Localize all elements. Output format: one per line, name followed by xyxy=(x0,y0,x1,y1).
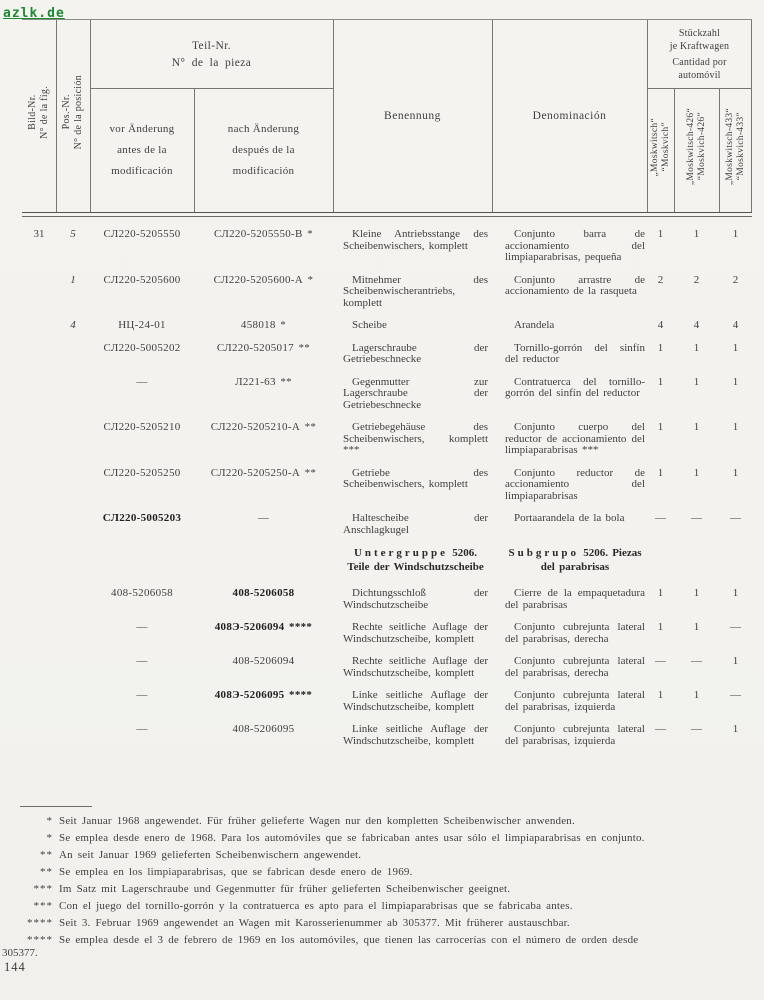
footnote xyxy=(0,866,752,878)
position-cell: 5 xyxy=(70,228,76,240)
model-label-de: „Moskwitsch-433“ xyxy=(724,108,735,186)
name-de-cell: Getriebe des Scheibenwischers, komplett xyxy=(343,466,488,490)
parts-table xyxy=(22,19,752,758)
table-row xyxy=(22,588,752,611)
column-header-pos-de: Pos.-Nr. xyxy=(61,94,72,130)
fig-number-cell xyxy=(22,343,56,366)
name-es-cell: Conjunto cubrejunta lateral del parabrisas, derecha xyxy=(505,655,645,679)
part-number-before: — xyxy=(136,655,148,667)
footnote xyxy=(0,815,752,827)
footnote-marker: ** xyxy=(40,849,53,861)
table-row xyxy=(22,513,752,536)
footnote-marker: *** xyxy=(33,900,53,912)
footnote-list xyxy=(0,815,752,946)
after-label-line: después de la xyxy=(232,143,295,156)
qty-cell: 1 xyxy=(732,655,739,667)
footnote-marker: * xyxy=(46,815,53,827)
footnote-text: Se emplea desde el 3 de febrero de 1969 en los automóviles, que tienen las carrocerías con el número de orden desde xyxy=(59,934,639,946)
position-cell xyxy=(56,724,90,747)
qty-label-line: je Kraftwagen xyxy=(669,40,730,52)
footnote xyxy=(0,883,752,895)
benennung-label: Benennung xyxy=(384,110,441,122)
qty-cell: 1 xyxy=(693,228,700,240)
qty-cell: — xyxy=(655,512,666,524)
column-header-pos xyxy=(56,20,90,212)
footnote-marker: ** xyxy=(40,866,53,878)
footnote xyxy=(0,832,752,844)
column-header-before xyxy=(90,88,194,212)
position-cell xyxy=(56,377,90,412)
footnote-overflow-line: 305377. xyxy=(2,947,38,959)
qty-cell: 1 xyxy=(657,375,664,388)
fig-number-cell xyxy=(22,690,56,713)
name-de-cell: Scheibe xyxy=(352,319,387,331)
footnote-text: Con el juego del tornillo-gorrón y la contratuerca es apto para el limpiaparabrisas que se fabricaba antes. xyxy=(59,900,573,912)
part-number-after: 408Э-5206095 **** xyxy=(214,689,313,701)
name-es-cell: Conjunto cuerpo del reductor de accionamiento del limpiaparabrisas *** xyxy=(505,421,645,456)
qty-cell: 1 xyxy=(693,421,700,433)
qty-label-line: automóvil xyxy=(678,69,721,81)
qty-cell: 2 xyxy=(693,273,700,286)
qty-cell: 1 xyxy=(657,689,664,701)
name-es-cell: Arandela xyxy=(514,319,555,331)
table-row xyxy=(22,275,752,310)
qty-cell: 1 xyxy=(657,587,664,599)
name-de-cell: Linke seitliche Auflage der Windschutzscheibe, komplett xyxy=(343,689,488,713)
fig-number-cell: 31 xyxy=(33,228,45,240)
qty-cell: 1 xyxy=(657,466,664,479)
footnote-text: An seit Januar 1969 gelieferten Scheibenwischern angewendet. xyxy=(59,849,362,861)
part-number-after: СЛ220-5205250-А ** xyxy=(210,466,317,479)
qty-cell: 1 xyxy=(657,621,664,633)
part-number-before: СЛ220-5205210 xyxy=(103,421,181,433)
name-es-cell: Contratuerca del tornillo-gorrón del sinfín del reductor xyxy=(505,375,645,399)
part-number-after: Л221-63 ** xyxy=(235,375,292,388)
model-label-es: “Moskvich-426” xyxy=(696,112,707,182)
footnote-marker: *** xyxy=(33,883,53,895)
name-de-cell: Dichtungsschloß der Windschutzscheibe xyxy=(343,587,488,611)
qty-cell: 1 xyxy=(693,621,700,633)
part-number-before: СЛ220-5205550 xyxy=(103,228,181,240)
subgroup-heading-de: Untergruppe 5206. Teile der Windschutzscheibe xyxy=(347,547,484,573)
before-label-line: vor Änderung xyxy=(109,122,175,135)
part-number-label-de: Teil-Nr. xyxy=(191,39,232,52)
watermark-link[interactable]: azlk.de xyxy=(3,6,65,21)
table-row xyxy=(22,724,752,747)
qty-cell: — xyxy=(655,655,666,667)
table-row xyxy=(22,320,752,332)
position-cell: 1 xyxy=(70,273,76,286)
part-number-before: — xyxy=(136,375,148,388)
fig-number-cell xyxy=(22,422,56,457)
qty-cell: 1 xyxy=(732,587,739,599)
part-number-before: — xyxy=(136,723,148,735)
table-row xyxy=(22,468,752,503)
subgroup-heading-row xyxy=(22,547,752,574)
denominacion-label: Denominación xyxy=(532,110,607,122)
column-header-model-moskvich-433 xyxy=(719,88,752,212)
part-number-before: СЛ220-5005203 xyxy=(102,512,182,524)
footnote-text: Se emplea desde enero de 1968. Para los automóviles que se fabricaban antes usar sólo el limpiaparabrisas en conjunto. xyxy=(59,832,645,844)
position-cell xyxy=(56,588,90,611)
after-label-line: modificación xyxy=(232,164,295,177)
fig-number-cell xyxy=(22,513,56,536)
part-number-after: СЛ220-5205550-В * xyxy=(213,228,314,240)
name-es-cell: Tornillo-gorrón del sinfín del reductor xyxy=(505,341,645,365)
footnotes xyxy=(0,806,752,959)
qty-cell: 1 xyxy=(657,341,664,354)
fig-number-cell xyxy=(22,377,56,412)
name-es-cell: Conjunto cubrejunta lateral del parabrisas, izquierda xyxy=(505,689,645,713)
qty-cell: 4 xyxy=(693,319,700,331)
qty-cell: 1 xyxy=(732,375,739,388)
name-es-cell: Conjunto arrastre de accionamiento de la rasqueta xyxy=(505,273,645,297)
part-number-before: — xyxy=(136,621,148,633)
model-label-es: “Moskvich-433” xyxy=(735,112,746,182)
name-es-cell: Cierre de la empaquetadura del parabrisas xyxy=(505,587,645,611)
fig-number-cell xyxy=(22,656,56,679)
column-header-model-moskvich-426 xyxy=(674,88,719,212)
column-header-fig-es: N° de la fig. xyxy=(39,85,50,139)
column-header-pos-es: N° de la posición xyxy=(73,74,84,150)
footnote xyxy=(0,934,752,946)
name-de-cell: Haltescheibe der Anschlagkugel xyxy=(343,512,488,536)
before-label-line: modificación xyxy=(111,164,173,177)
part-number-after: СЛ220-5205210-А ** xyxy=(210,421,317,433)
table-row xyxy=(22,656,752,679)
fig-number-cell xyxy=(22,724,56,747)
qty-cell: — xyxy=(730,621,741,633)
table-header xyxy=(22,19,752,212)
name-de-cell: Getriebegehäuse des Scheibenwischers, komplett *** xyxy=(343,421,488,456)
column-header-after xyxy=(194,88,333,212)
footnote-text: Se emplea en los limpiaparabrisas, que se fabrican desde enero de 1969. xyxy=(59,866,413,878)
position-cell xyxy=(56,690,90,713)
qty-cell: 4 xyxy=(732,319,739,331)
qty-cell: 1 xyxy=(657,421,664,433)
column-header-name-es xyxy=(492,20,647,212)
name-de-cell: Rechte seitliche Auflage der Windschutzscheibe, komplett xyxy=(343,655,488,679)
qty-label-line: Cantidad por xyxy=(672,56,727,68)
qty-cell: 1 xyxy=(732,421,739,433)
qty-cell: 1 xyxy=(732,723,739,735)
table-row xyxy=(22,690,752,713)
position-cell xyxy=(56,622,90,645)
qty-cell: 1 xyxy=(693,587,700,599)
model-label-es: “Moskvich” xyxy=(660,122,671,172)
model-label-de: „Moskwitsch“ xyxy=(649,117,660,177)
part-number-after: 458018 * xyxy=(240,319,287,331)
qty-cell: 1 xyxy=(693,375,700,388)
footnote xyxy=(0,900,752,912)
footnote-divider xyxy=(20,806,92,807)
footnote-text: Seit Januar 1968 angewendet. Für früher gelieferte Wagen nur den kompletten Scheibenwischer anwenden. xyxy=(59,815,575,827)
position-cell xyxy=(56,656,90,679)
part-number-before: СЛ220-5205600 xyxy=(103,273,181,286)
part-number-label-es: N° de la pieza xyxy=(171,56,252,69)
table-row xyxy=(22,343,752,366)
qty-cell: 1 xyxy=(693,341,700,354)
part-number-before: СЛ220-5005202 xyxy=(103,341,181,354)
page-number: 144 xyxy=(4,960,26,974)
qty-cell: — xyxy=(691,655,702,667)
footnote xyxy=(0,917,752,929)
qty-cell: 1 xyxy=(693,689,700,701)
footnote-text: Im Satz mit Lagerschraube und Gegenmutter für früher gelieferten Scheibenwischer geeignet. xyxy=(59,883,511,895)
part-number-after: 408-5206095 xyxy=(232,723,295,735)
part-number-after: СЛ220-5205017 ** xyxy=(216,341,311,354)
name-es-cell: Conjunto reductor de accionamiento del limpiaparabrisas xyxy=(505,466,645,502)
footnote-marker: **** xyxy=(27,934,53,946)
name-es-cell: Conjunto barra de accionamiento del limpiaparabrisas, pequeña xyxy=(505,228,645,263)
name-de-cell: Gegenmutter zur Lagerschraube der Getriebeschnecke xyxy=(343,375,488,411)
table-row xyxy=(22,229,752,264)
column-header-name-de xyxy=(333,20,492,212)
column-header-fig xyxy=(22,20,56,212)
qty-cell: 2 xyxy=(732,273,739,286)
position-cell xyxy=(56,422,90,457)
table-row xyxy=(22,422,752,457)
part-number-after: СЛ220-5205600-А * xyxy=(213,273,314,286)
position-cell xyxy=(56,468,90,503)
subgroup-heading-es: Subgrupo 5206. Piezas del parabrisas xyxy=(508,547,642,573)
name-de-cell: Rechte seitliche Auflage der Windschutzscheibe, komplett xyxy=(343,621,488,645)
model-label-de: „Moskwitsch-426“ xyxy=(685,108,696,186)
table-body xyxy=(22,217,752,747)
qty-cell: 1 xyxy=(732,228,739,240)
part-number-after: 408-5206058 xyxy=(232,587,295,599)
part-number-after: 408Э-5206094 **** xyxy=(214,621,313,633)
fig-number-cell xyxy=(22,275,56,310)
before-label-line: antes de la xyxy=(117,143,167,156)
qty-cell: 1 xyxy=(657,228,664,240)
qty-cell: 1 xyxy=(693,466,700,479)
qty-cell: — xyxy=(691,512,702,524)
name-es-cell: Conjunto cubrejunta lateral del parabrisas, izquierda xyxy=(505,723,645,747)
footnote-marker: **** xyxy=(27,917,53,929)
qty-cell: — xyxy=(730,689,741,701)
part-number-before: СЛ220-5205250 xyxy=(103,466,181,479)
footnote-marker: * xyxy=(46,832,53,844)
position-cell xyxy=(56,343,90,366)
qty-cell: 2 xyxy=(657,273,664,286)
qty-label-line: Stückzahl xyxy=(678,27,721,39)
column-header-fig-de: Bild-Nr. xyxy=(27,94,38,130)
footnote-text: Seit 3. Februar 1969 angewendet an Wagen mit Karosserienummer ab 305377. Mit früherer austauschbar. xyxy=(59,917,570,929)
part-number-after: 408-5206094 xyxy=(232,655,295,667)
qty-cell: — xyxy=(691,723,702,735)
column-header-model-moskvich xyxy=(647,88,674,212)
fig-number-cell xyxy=(22,320,56,332)
qty-cell: 1 xyxy=(732,341,739,354)
footnote xyxy=(0,849,752,861)
name-es-cell: Portaarandela de la bola xyxy=(514,512,625,524)
name-de-cell: Lagerschraube der Getriebeschnecke xyxy=(343,341,488,365)
column-header-quantity xyxy=(647,20,752,88)
position-cell: 4 xyxy=(70,319,76,331)
fig-number-cell xyxy=(22,622,56,645)
name-de-cell: Mitnehmer des Scheibenwischerantriebs, komplett xyxy=(343,273,488,309)
qty-cell: 4 xyxy=(657,319,664,331)
part-number-before: 408-5206058 xyxy=(111,587,173,599)
name-de-cell: Kleine Antriebsstange des Scheibenwischers, komplett xyxy=(343,228,488,252)
qty-cell: — xyxy=(730,512,741,524)
part-number-after: — xyxy=(257,512,270,524)
name-es-cell: Conjunto cubrejunta lateral del parabrisas, derecha xyxy=(505,621,645,645)
part-number-before: — xyxy=(136,689,148,701)
part-number-before: НЦ-24-01 xyxy=(118,319,166,331)
column-header-part-number xyxy=(90,20,333,88)
fig-number-cell xyxy=(22,468,56,503)
table-row xyxy=(22,622,752,645)
table-row xyxy=(22,377,752,412)
after-label-line: nach Änderung xyxy=(227,122,300,135)
qty-cell: — xyxy=(655,723,666,735)
qty-cell: 1 xyxy=(732,466,739,479)
position-cell xyxy=(56,513,90,536)
fig-number-cell xyxy=(22,588,56,611)
name-de-cell: Linke seitliche Auflage der Windschutzscheibe, komplett xyxy=(343,723,488,747)
